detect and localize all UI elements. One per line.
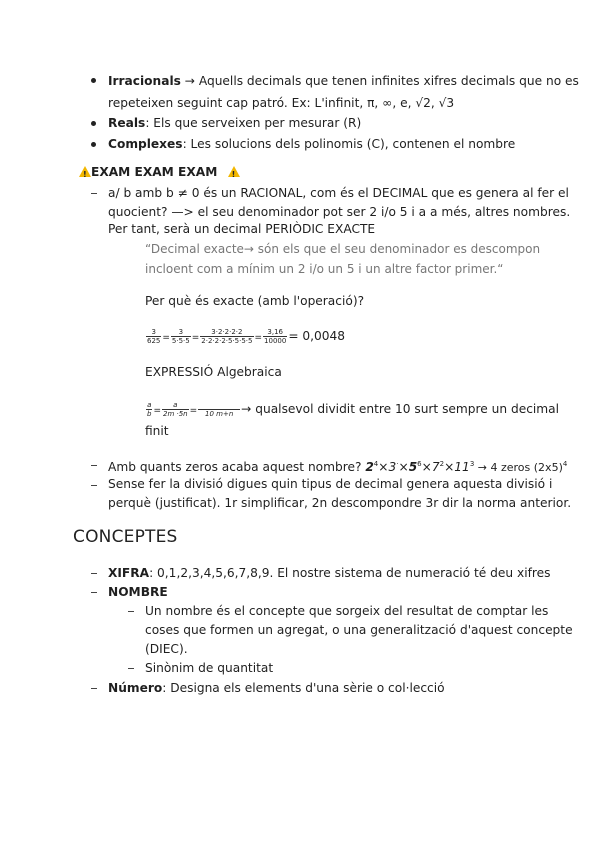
algebraic-title: EXPRESSIÓ Algebraica — [145, 365, 282, 379]
list-dash — [91, 573, 97, 574]
nombre-sub1-line3: (DIEC). — [145, 642, 188, 656]
fraction: $\frac{3}{625}$ — [147, 328, 161, 345]
nombre-sub2: Sinònim de quantitat — [145, 661, 274, 675]
nombre-line: NOMBRE — [108, 585, 168, 599]
fraction: 10 m+n — [198, 401, 240, 418]
fraction: $\frac{a}{b}$ — [147, 401, 152, 418]
list-dash — [91, 465, 97, 466]
irracionals-line-1: Irracionals → Aquells decimals que tenen infinites xifres decimals que no es — [108, 74, 579, 88]
algebraic-line: $\frac{a}{b}$ = $\frac{a}{2m \cdot 5n}$ = 10 m+n → qualsevol dividit entre 10 surt sempre un decimal — [147, 401, 560, 418]
fraction: $\frac{3\cdot 2\cdot 2\cdot 2\cdot 2}{2\cdot 2\cdot 2\cdot 2\cdot 5\cdot 5\cdot 5\cdot 5}$ — [201, 328, 253, 345]
warning-icon — [228, 166, 240, 177]
question-line: Per què és exacte (amb l'operació)? — [145, 294, 365, 308]
list-dash — [91, 592, 97, 593]
quote-line-2: incloent com a mínim un 2 i/o un 5 i un altre factor primer.“ — [145, 262, 504, 276]
bullet — [91, 142, 96, 147]
exam-item1-line3: Per tant, serà un decimal PERIÒDIC EXACTE — [108, 222, 376, 236]
bullet — [91, 78, 96, 83]
fraction: $\frac{3}{5\cdot 5\cdot 5}$ — [171, 328, 190, 345]
list-dash — [128, 668, 134, 669]
division-line-2: perquè (justificat). 1r simplificar, 2n descompondre 3r dir la norma anterior. — [108, 496, 572, 510]
warning-icon — [79, 166, 91, 177]
list-dash — [91, 193, 97, 194]
numero-line: Número: Designa els elements d'una sèrie o col·lecció — [108, 681, 445, 695]
bullet — [91, 121, 96, 126]
fraction: $\frac{a}{2m \cdot 5n}$ — [163, 401, 188, 418]
complexes-line: Complexes: Les solucions dels polinomis (C), contenen el nombre — [108, 137, 516, 151]
list-dash — [91, 485, 97, 486]
irracionals-line-2: repeteixen seguint cap patró. Ex: L'infinit, π, ∞, e, √2, √3 — [108, 96, 455, 110]
exam-item1-line1: a/ b amb b ≠ 0 és un RACIONAL, com és el DECIMAL que es genera al fer el — [108, 186, 569, 200]
reals-line: Reals: Els que serveixen per mesurar (R) — [108, 116, 362, 130]
xifra-line: XIFRA: 0,1,2,3,4,5,6,7,8,9. El nostre sistema de numeració té deu xifres — [108, 566, 551, 580]
exam-title: !EXAM EXAM EXAM ! — [73, 164, 234, 180]
quote-line-1: “Decimal exacte→ són els que el seu denominador es descompon — [145, 242, 541, 256]
nombre-sub1-line1: Un nombre és el concepte que sorgeix del resultat de comptar les — [145, 604, 549, 618]
zeros-line: Amb quants zeros acaba aquest nombre? $2^4\times 3^\cdot\times 5^6\times 7^2\times 11^3 \to 4$ zeros $(2x5)^4$ — [108, 460, 568, 475]
operation-line: $\frac{3}{625}$ = $\frac{3}{5\cdot 5\cdot 5}$ = $\frac{3\cdot 2\cdot 2\cdot 2\cdot 2}{2\cdot 2\cdot 2\cdot 2\cdot 5\cdot 5\cdot 5\cdot 5}$ = $\frac{3,16}{10000}$ = 0,0048 — [147, 328, 346, 345]
concepts-heading: CONCEPTES — [73, 527, 178, 547]
fraction: $\frac{3,16}{10000}$ — [264, 328, 287, 345]
exam-item1-line2: quocient? —> el seu denominador pot ser 2 i/o 5 i a a més, altres nombres. — [108, 205, 571, 219]
list-dash — [128, 611, 134, 612]
list-dash — [91, 688, 97, 689]
division-line-1: Sense fer la divisió digues quin tipus de decimal genera aquesta divisió i — [108, 477, 553, 491]
algebraic-line-2: finit — [145, 424, 169, 438]
nombre-sub1-line2: coses que formen un agregat, o una generalització d'aquest concepte — [145, 623, 573, 637]
